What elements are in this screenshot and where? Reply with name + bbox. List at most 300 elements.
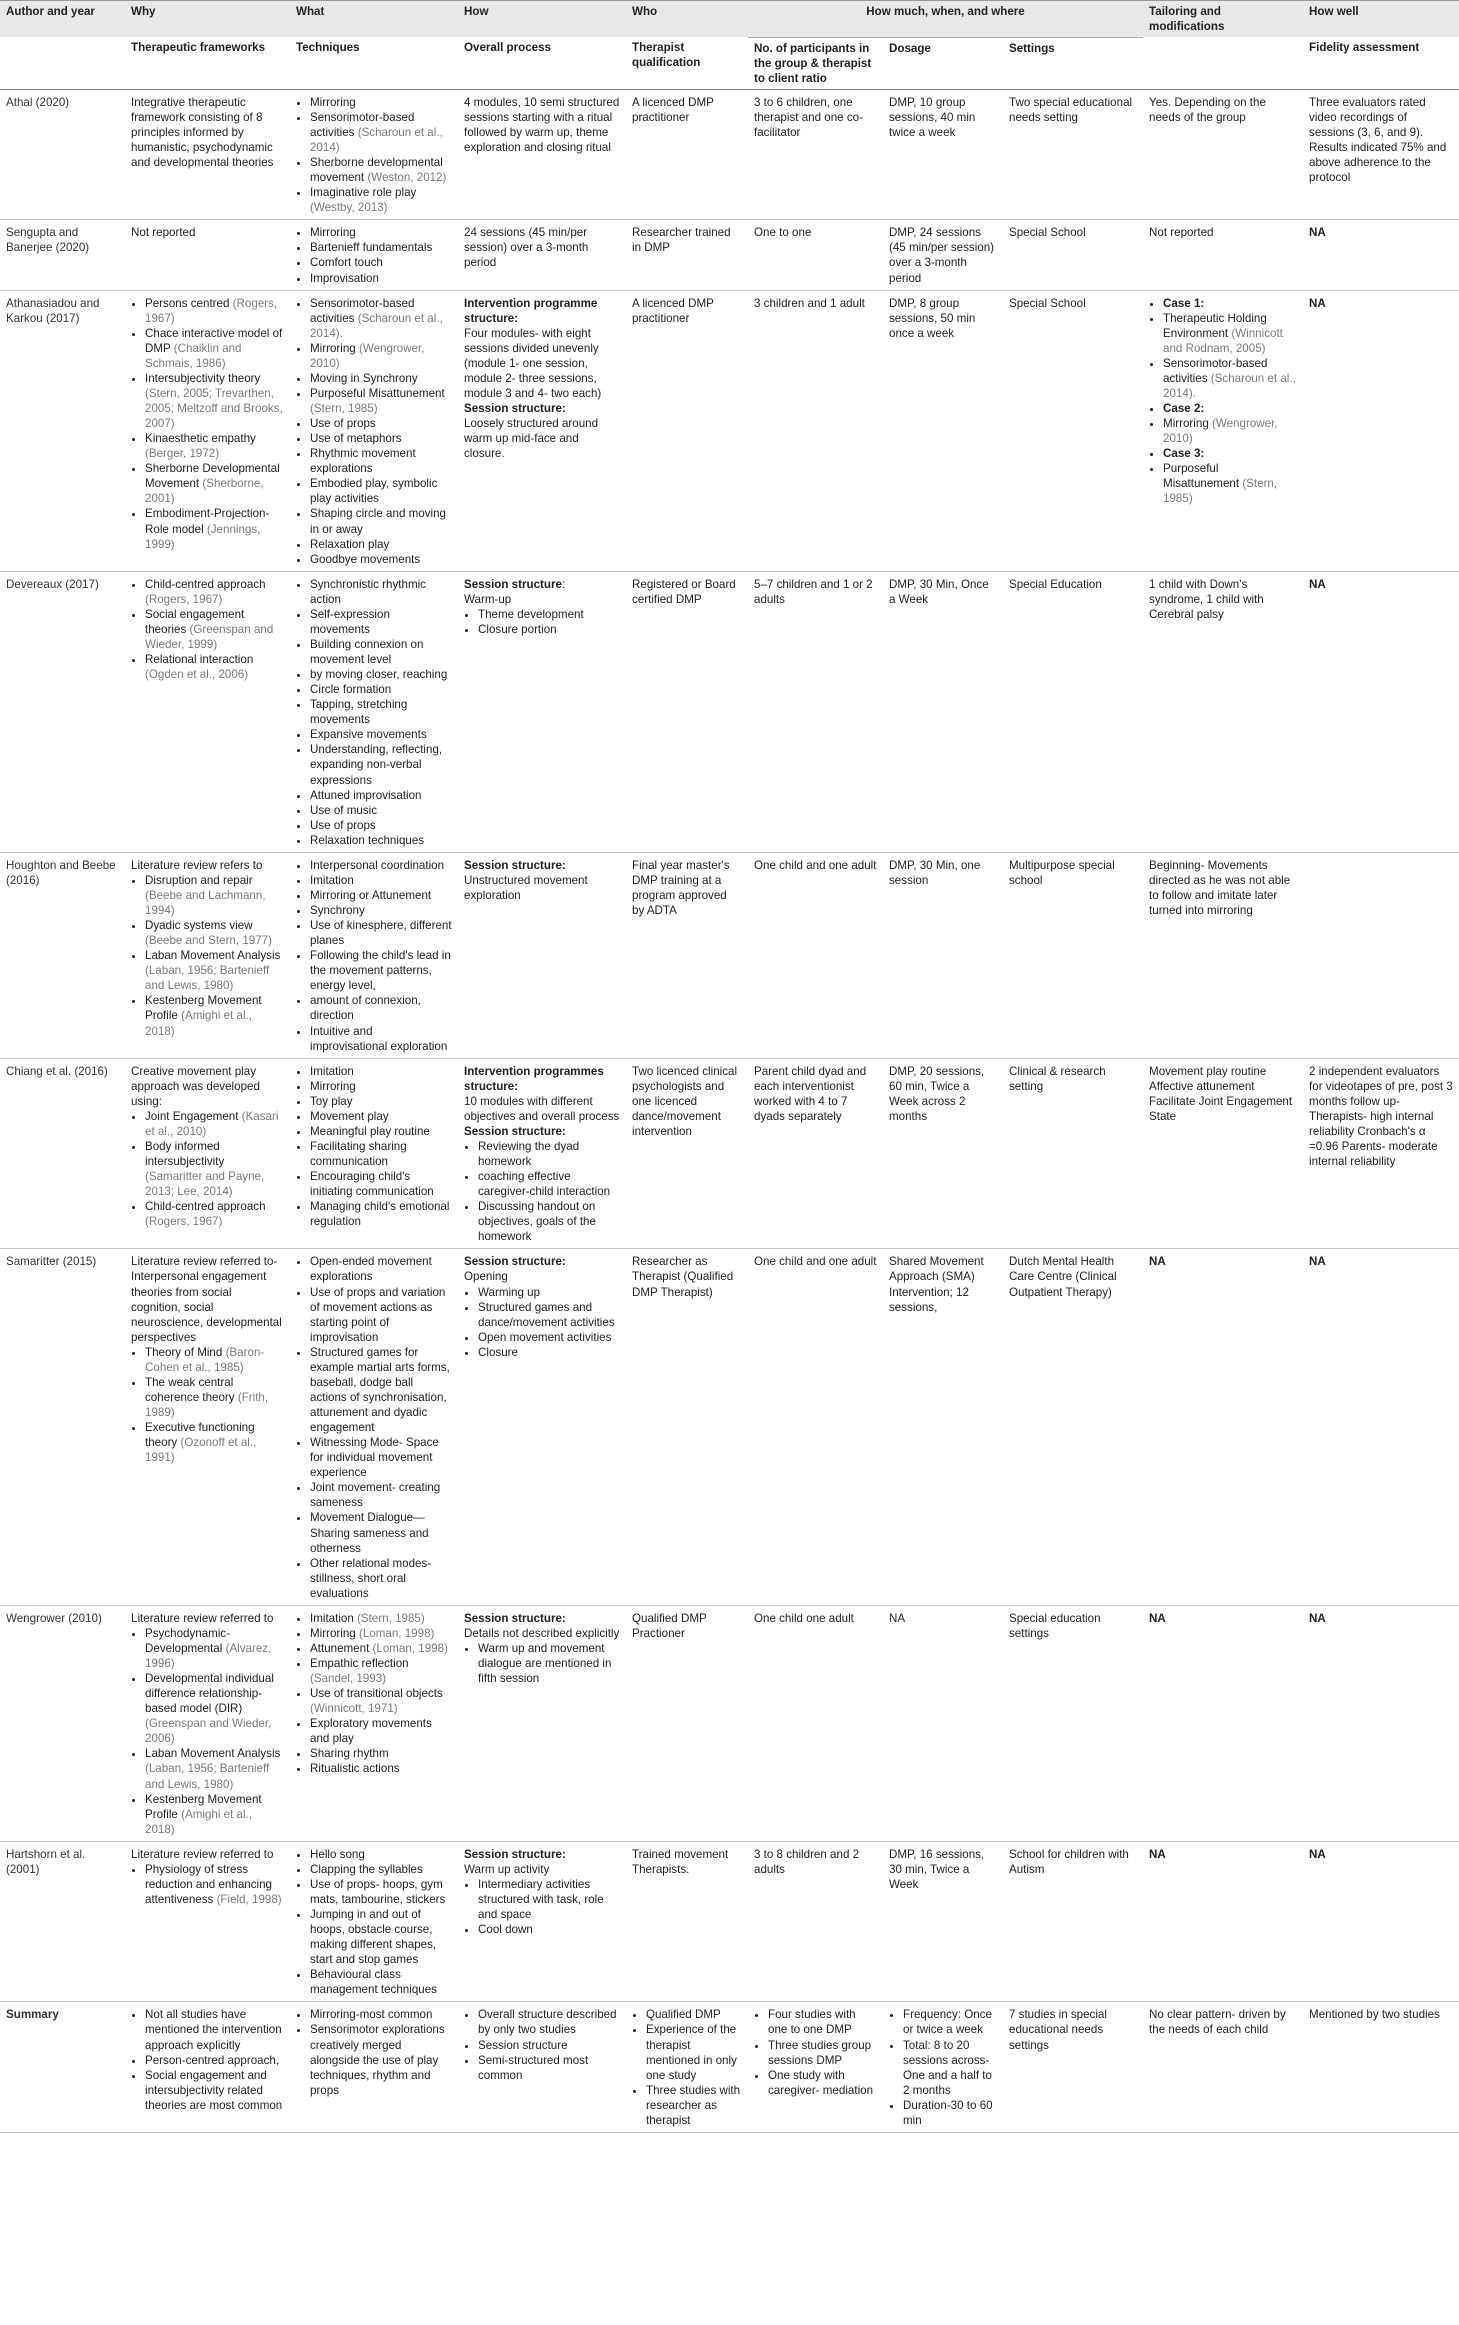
bullet-list xyxy=(296,1847,452,1998)
citation: (Stern, 1985) xyxy=(310,402,378,415)
bullet-item xyxy=(478,1169,620,1199)
plain-text xyxy=(1149,1064,1297,1124)
citation: (Rogers, 1967) xyxy=(145,1215,223,1229)
subheader-overall-process: Overall process xyxy=(458,37,626,89)
cell-how xyxy=(458,89,626,220)
item-text: Disruption and repair xyxy=(145,873,253,887)
cell-how xyxy=(458,1249,626,1605)
plain-text xyxy=(131,1064,284,1109)
bullet-item xyxy=(310,727,452,742)
citation: (Ozonoff et al., 1991) xyxy=(145,1436,257,1465)
citation: (Scharoun et al., 2014). xyxy=(310,311,443,340)
bullet-list xyxy=(131,1626,284,1837)
bullet-item xyxy=(145,873,284,918)
bullet-item xyxy=(145,1420,284,1465)
citation: (Rogers, 1967) xyxy=(145,296,278,325)
cell-settings: Dutch Mental Health Care Centre (Clinical Outpatient Therapy) xyxy=(1003,1249,1143,1605)
item-text: Theme development xyxy=(478,607,584,621)
item-text: Intervention programmes structure: xyxy=(464,1064,604,1093)
item-text: Psychodynamic- Developmental xyxy=(145,1626,231,1655)
item-text: Embodied play, symbolic play activities xyxy=(310,477,438,506)
cell-participants xyxy=(748,2002,883,2133)
cell-dosage: DMP, 30 Min, one session xyxy=(883,852,1003,1058)
bullet-item xyxy=(310,1079,452,1094)
cell-dosage: DMP, 24 sessions (45 min/per session) over a 3-month period xyxy=(883,220,1003,290)
citation: (Samaritter and Payne, 2013; Lee, 2014) xyxy=(145,1170,265,1199)
item-text: Literature review referred to xyxy=(131,1611,274,1625)
section-heading xyxy=(464,1611,620,1626)
item-text: Details not described explicitly xyxy=(464,1626,620,1640)
item-text: No clear pattern- driven by the needs of each child xyxy=(1149,2008,1286,2037)
bullet-item xyxy=(310,1064,452,1079)
item-text: Toy play xyxy=(310,1094,353,1108)
item-text: Sherborne Developmental Movement xyxy=(145,462,280,491)
item-text: coaching effective caregiver-child interaction xyxy=(478,1170,611,1199)
item-text: Intersubjectivity theory xyxy=(145,371,261,385)
cell-what xyxy=(290,852,458,1058)
bullet-item xyxy=(478,2007,620,2037)
cell-how xyxy=(458,290,626,571)
section-heading xyxy=(464,296,620,326)
cell-fidelity: Three evaluators rated video recordings of sessions (3, 6, and 9). Results indicated 75% and above adherence to the protocol xyxy=(1303,89,1459,220)
item-text: Use of props xyxy=(310,818,376,832)
plain-text xyxy=(464,225,620,270)
bullet-item xyxy=(310,1716,452,1746)
bullet-item xyxy=(145,652,284,682)
cell-dosage xyxy=(883,2002,1003,2133)
item-text: Embodiment-Projection-Role model xyxy=(145,507,270,536)
cell-why xyxy=(125,220,290,290)
bullet-list xyxy=(296,2007,452,2097)
bullet-item xyxy=(310,1139,452,1169)
section-heading xyxy=(1149,1611,1297,1626)
item-text: Sharing rhythm xyxy=(310,1747,389,1761)
bullet-list xyxy=(131,1109,284,1230)
cell-who: A licenced DMP practitioner xyxy=(626,290,748,571)
item-text: Improvisation xyxy=(310,271,379,285)
bullet-item xyxy=(310,537,452,552)
plain-text xyxy=(464,1626,620,1641)
item-text: Closure xyxy=(478,1345,518,1359)
cell-who: Researcher as Therapist (Qualified DMP Therapist) xyxy=(626,1249,748,1605)
table-row xyxy=(0,290,1459,571)
item-text: Use of metaphors xyxy=(310,432,402,446)
plain-text xyxy=(1149,858,1297,918)
bullet-item xyxy=(1163,401,1297,416)
bullet-item xyxy=(310,1024,452,1054)
citation: (Laban, 1956; Bartenieff and Lewis, 1980) xyxy=(145,1762,270,1791)
cell-what xyxy=(290,1841,458,2002)
cell-tailoring xyxy=(1143,2002,1303,2133)
item-suffix: : xyxy=(561,577,566,591)
bullet-item xyxy=(478,1199,620,1244)
item-text: Reviewing the dyad homework xyxy=(478,1139,580,1168)
bullet-item xyxy=(310,788,452,803)
item-text: Mirroring xyxy=(310,341,356,355)
item-text: 10 modules with different objectives and overall process xyxy=(464,1094,620,1123)
item-text: 24 sessions (45 min/per session) over a 3-month period xyxy=(464,226,589,270)
cell-who: Registered or Board certified DMP xyxy=(626,571,748,852)
bullet-item xyxy=(310,1435,452,1480)
item-text: Mirroring xyxy=(310,1626,356,1640)
item-text: Intermediary activities structured with task, role and space xyxy=(478,1877,604,1921)
citation: (Loman, 1998) xyxy=(372,1641,448,1655)
bullet-item xyxy=(145,326,284,371)
bullet-item xyxy=(145,1375,284,1420)
item-text: Session structure: xyxy=(464,1124,566,1138)
cell-participants: Parent child dyad and each interventionist worked with 4 to 7 dyads separately xyxy=(748,1058,883,1249)
cell-author: Summary xyxy=(0,2002,125,2133)
citation: (Loman, 1998) xyxy=(358,1626,435,1640)
bullet-list xyxy=(296,296,452,567)
bullet-item xyxy=(145,1746,284,1791)
bullet-item xyxy=(310,1345,452,1435)
cell-author: Samaritter (2015) xyxy=(0,1249,125,1605)
item-text: Chace interactive model of DMP xyxy=(145,326,283,355)
bullet-list xyxy=(296,95,452,216)
bullet-item xyxy=(310,1626,452,1641)
bullet-item xyxy=(1163,356,1297,401)
item-text: Movement Dialogue—Sharing sameness and otherness xyxy=(310,1511,429,1555)
bullet-item xyxy=(145,1862,284,1907)
header-how-much: How much, when, and where xyxy=(748,1,1143,38)
cell-settings: Special School xyxy=(1003,290,1143,571)
item-text: Social engagement theories xyxy=(145,607,245,636)
bullet-item xyxy=(310,95,452,110)
cell-who: Researcher trained in DMP xyxy=(626,220,748,290)
item-text: Person-centred approach, xyxy=(145,2053,280,2067)
item-text: Integrative therapeutic framework consisting of 8 principles informed by humanistic, psychodynamic and developmental theories xyxy=(131,95,274,170)
item-text: Unstructured movement exploration xyxy=(464,873,588,902)
bullet-list xyxy=(296,1064,452,1230)
cell-settings: School for children with Autism xyxy=(1003,1841,1143,2002)
bullet-item xyxy=(310,1169,452,1199)
plain-text xyxy=(131,858,284,873)
item-text: Movement play xyxy=(310,1109,389,1123)
item-text: Dyadic systems view xyxy=(145,919,253,933)
bullet-item xyxy=(903,2098,997,2128)
item-text: Bartenieff fundamentals xyxy=(310,241,433,255)
item-text: Moving in Synchrony xyxy=(310,371,418,385)
bullet-item xyxy=(310,803,452,818)
bullet-item xyxy=(145,2007,284,2052)
item-text: Kestenberg Movement Profile xyxy=(145,1792,262,1821)
bullet-item xyxy=(903,2038,997,2098)
table-row xyxy=(0,1841,1459,2002)
item-text: Physiology of stress reduction and enhancing attentiveness xyxy=(145,1862,272,1906)
item-text: Use of kinesphere, different planes xyxy=(310,919,452,948)
bullet-item xyxy=(310,386,452,416)
subheader-frameworks: Therapeutic frameworks xyxy=(125,37,290,89)
item-text: Use of transitional objects xyxy=(310,1687,443,1701)
citation: (Jennings, 1999) xyxy=(145,522,261,551)
plain-text xyxy=(464,416,620,461)
bullet-list xyxy=(296,1611,452,1777)
citation: (Amighi et al., 2018) xyxy=(145,1807,252,1836)
item-text: Relaxation play xyxy=(310,537,390,551)
bullet-item xyxy=(478,607,620,622)
plain-text xyxy=(131,1254,284,1344)
bullet-item xyxy=(145,431,284,461)
cell-how xyxy=(458,220,626,290)
cell-participants: 3 to 6 children, one therapist and one co-facilitator xyxy=(748,89,883,220)
bullet-item xyxy=(310,993,452,1023)
bullet-list xyxy=(131,1345,284,1466)
section-heading xyxy=(1149,1254,1297,1269)
bullet-item xyxy=(310,1967,452,1997)
item-text: The weak central coherence theory xyxy=(145,1375,235,1404)
cell-what xyxy=(290,571,458,852)
bullet-item xyxy=(1163,296,1297,311)
subheader-techniques: Techniques xyxy=(290,37,458,89)
item-text: Behavioural class management techniques xyxy=(310,1968,437,1997)
item-text: Mirroring xyxy=(1163,417,1209,431)
bullet-item xyxy=(310,1641,452,1656)
item-text: Three studies group sessions DMP xyxy=(768,2038,872,2067)
cell-who: Two licenced clinical psychologists and one licenced dance/movement intervention xyxy=(626,1058,748,1249)
item-text: Creative movement play approach was developed using: xyxy=(131,1064,260,1108)
bullet-list xyxy=(131,2007,284,2112)
item-text: Building connexion on movement level xyxy=(310,637,424,666)
item-text: Exploratory movements and play xyxy=(310,1717,432,1746)
bullet-item xyxy=(310,1480,452,1510)
item-text: Not all studies have mentioned the intervention approach explicitly xyxy=(145,2008,282,2052)
bullet-list xyxy=(464,1139,620,1244)
item-text: Warming up xyxy=(478,1285,541,1299)
bullet-list xyxy=(889,2007,997,2128)
bullet-item xyxy=(310,697,452,727)
item-text: Social engagement and intersubjectivity related theories are most common xyxy=(145,2068,283,2112)
citation: (Baron-Cohen et al., 1985) xyxy=(145,1345,265,1374)
section-heading xyxy=(464,401,620,416)
item-text: Cool down xyxy=(478,1923,533,1937)
subheader-participants: No. of participants in the group & therapist to client ratio xyxy=(748,37,883,89)
bullet-item xyxy=(310,240,452,255)
item-text: Sensorimotor-based activities xyxy=(310,296,415,325)
bullet-item xyxy=(310,1686,452,1716)
cell-why xyxy=(125,1058,290,1249)
bullet-item xyxy=(310,296,452,341)
item-text: Executive functioning theory xyxy=(145,1421,255,1450)
bullet-item xyxy=(478,2038,620,2053)
section-heading xyxy=(464,1254,620,1269)
plain-text xyxy=(1149,577,1297,622)
citation: (Berger, 1972) xyxy=(145,447,220,461)
item-text: Warm-up xyxy=(464,592,512,606)
item-text: Theory of Mind xyxy=(145,1345,223,1359)
bullet-item xyxy=(310,476,452,506)
bullet-item xyxy=(310,637,452,667)
cell-what xyxy=(290,220,458,290)
citation: (Westby, 2013) xyxy=(310,201,388,215)
section-heading xyxy=(1149,1847,1297,1862)
bullet-list xyxy=(131,577,284,682)
citation: (Kasari et al., 2010) xyxy=(145,1109,279,1138)
item-text: Interpersonal coordination xyxy=(310,858,445,872)
plain-text xyxy=(131,1847,284,1862)
bullet-item xyxy=(310,271,452,286)
table-row xyxy=(0,571,1459,852)
item-text: Intuitive and improvisational exploration xyxy=(310,1024,448,1053)
cell-participants: One child and one adult xyxy=(748,852,883,1058)
bullet-item xyxy=(646,2083,742,2128)
bullet-list xyxy=(1149,296,1297,507)
cell-tailoring xyxy=(1143,1249,1303,1605)
item-text: Clapping the syllables xyxy=(310,1862,423,1876)
header-tailoring: Tailoring and modifications xyxy=(1143,1,1303,38)
item-text: Warm up and movement dialogue are mentioned in fifth session xyxy=(478,1641,612,1686)
bullet-item xyxy=(145,506,284,551)
item-text: Facilitating sharing communication xyxy=(310,1139,407,1168)
item-text: Following the child's lead in the movement patterns, energy level, xyxy=(310,949,451,993)
item-text: Kestenberg Movement Profile xyxy=(145,994,262,1023)
bullet-item xyxy=(310,1847,452,1862)
cell-fidelity: NA xyxy=(1303,290,1459,571)
item-text: NA xyxy=(1149,1611,1166,1625)
bullet-item xyxy=(145,2053,284,2068)
cell-why xyxy=(125,571,290,852)
bullet-item xyxy=(310,742,452,787)
citation: (Field, 1998) xyxy=(216,1892,282,1906)
item-text: Sherborne developmental movement xyxy=(310,156,443,185)
cell-why xyxy=(125,1605,290,1841)
cell-how xyxy=(458,1841,626,2002)
item-text: Understanding, reflecting, expanding non-verbal expressions xyxy=(310,743,443,787)
citation: (Ogden et al., 2006) xyxy=(145,668,249,682)
cell-why xyxy=(125,290,290,571)
item-text: Not reported xyxy=(131,226,196,240)
item-text: Body informed intersubjectivity xyxy=(145,1139,225,1168)
cell-who: Final year master's DMP training at a program approved by ADTA xyxy=(626,852,748,1058)
bullet-item xyxy=(1163,416,1297,446)
cell-who: A licenced DMP practitioner xyxy=(626,89,748,220)
cell-how xyxy=(458,852,626,1058)
bullet-item xyxy=(310,1094,452,1109)
item-text: Other relational modes- stillness, short oral evaluations xyxy=(310,1556,432,1600)
item-text: Qualified DMP xyxy=(646,2008,721,2022)
bullet-item xyxy=(646,2022,742,2082)
subheader-blank xyxy=(0,37,125,89)
cell-dosage: DMP, 20 sessions, 60 min, Twice a Week across 2 months xyxy=(883,1058,1003,1249)
item-text: Joint Engagement xyxy=(145,1109,239,1123)
item-text: Witnessing Mode- Space for individual movement experience xyxy=(310,1436,439,1480)
cell-participants: One to one xyxy=(748,220,883,290)
subheader-qualification: Therapist qualification xyxy=(626,37,748,89)
bullet-item xyxy=(145,371,284,431)
cell-author: Hartshorn et al. (2001) xyxy=(0,1841,125,2002)
item-text: Duration-30 to 60 min xyxy=(903,2098,993,2127)
item-text: Therapeutic Holding Environment xyxy=(1163,311,1267,340)
item-text: NA xyxy=(1149,1255,1166,1269)
cell-settings: Special education settings xyxy=(1003,1605,1143,1841)
bullet-item xyxy=(310,416,452,431)
item-text: Empathic reflection xyxy=(310,1657,409,1670)
item-text: Movement play routine Affective attunement Facilitate Joint Engagement State xyxy=(1149,1064,1293,1123)
bullet-item xyxy=(310,1907,452,1967)
bullet-item xyxy=(478,2053,620,2083)
item-text: One study with caregiver- mediation xyxy=(768,2068,874,2097)
bullet-item xyxy=(310,818,452,833)
bullet-item xyxy=(310,155,452,185)
item-text: Synchrony xyxy=(310,904,365,917)
cell-author: Chiang et al. (2016) xyxy=(0,1058,125,1249)
bullet-item xyxy=(310,888,452,903)
bullet-list xyxy=(296,225,452,285)
item-text: NA xyxy=(1149,1847,1166,1861)
item-text: Imitation xyxy=(310,873,354,887)
bullet-item xyxy=(310,1124,452,1139)
bullet-item xyxy=(310,185,452,215)
bullet-item xyxy=(310,1611,452,1626)
item-text: Four studies with one to one DMP xyxy=(768,2008,856,2037)
bullet-item xyxy=(478,1345,620,1360)
bullet-item xyxy=(478,1285,620,1300)
bullet-item xyxy=(310,667,452,682)
cell-what xyxy=(290,1058,458,1249)
cell-what xyxy=(290,89,458,220)
cell-participants: One child one adult xyxy=(748,1605,883,1841)
bullet-item xyxy=(310,607,452,637)
item-text: Attunement xyxy=(310,1641,370,1655)
cell-tailoring xyxy=(1143,852,1303,1058)
section-heading xyxy=(464,577,620,592)
header-row-sub xyxy=(0,37,1459,89)
header-who: Who xyxy=(626,1,748,38)
item-text: Attuned improvisation xyxy=(310,788,422,802)
cell-what xyxy=(290,1249,458,1605)
bullet-item xyxy=(145,461,284,506)
bullet-item xyxy=(145,948,284,993)
table-row xyxy=(0,220,1459,290)
bullet-list xyxy=(632,2007,742,2128)
subheader-settings: Settings xyxy=(1003,37,1143,89)
bullet-item xyxy=(310,833,452,848)
cell-participants: 3 children and 1 adult xyxy=(748,290,883,571)
item-text: Three studies with researcher as therapist xyxy=(646,2083,741,2127)
bullet-item xyxy=(310,506,452,536)
item-text: Not reported xyxy=(1149,226,1214,240)
cell-participants: 5–7 children and 1 or 2 adults xyxy=(748,571,883,852)
item-text: Open-ended movement explorations xyxy=(310,1255,432,1284)
table-row xyxy=(0,1605,1459,1841)
bullet-list xyxy=(754,2007,877,2097)
cell-settings: Clinical & research setting xyxy=(1003,1058,1143,1249)
bullet-item xyxy=(478,1877,620,1922)
header-why: Why xyxy=(125,1,290,38)
plain-text xyxy=(464,1094,620,1124)
cell-fidelity: 2 independent evaluators for videotapes of pre, post 3 months follow up- Therapists- high internal reliability Cronbach's α =0.96 Parents- moderate internal reliability xyxy=(1303,1058,1459,1249)
cell-fidelity: NA xyxy=(1303,1249,1459,1605)
item-text: Circle formation xyxy=(310,683,392,697)
cell-tailoring xyxy=(1143,290,1303,571)
bullet-item xyxy=(478,1922,620,1937)
item-text: Use of music xyxy=(310,803,378,817)
bullet-item xyxy=(768,2007,877,2037)
item-text: Mirroring xyxy=(310,226,356,240)
bullet-item xyxy=(478,1139,620,1169)
cell-who xyxy=(626,2002,748,2133)
citation: (Scharoun et al., 2014) xyxy=(310,125,443,154)
cell-how xyxy=(458,1058,626,1249)
bullet-item xyxy=(310,948,452,993)
cell-what xyxy=(290,290,458,571)
bullet-item xyxy=(310,552,452,567)
item-text: Imitation xyxy=(310,1064,354,1078)
bullet-item xyxy=(310,446,452,476)
item-text: Self-expression movements xyxy=(310,607,390,636)
item-text: Use of props and variation of movement actions as starting point of improvisation xyxy=(310,1285,446,1344)
cell-how xyxy=(458,1605,626,1841)
